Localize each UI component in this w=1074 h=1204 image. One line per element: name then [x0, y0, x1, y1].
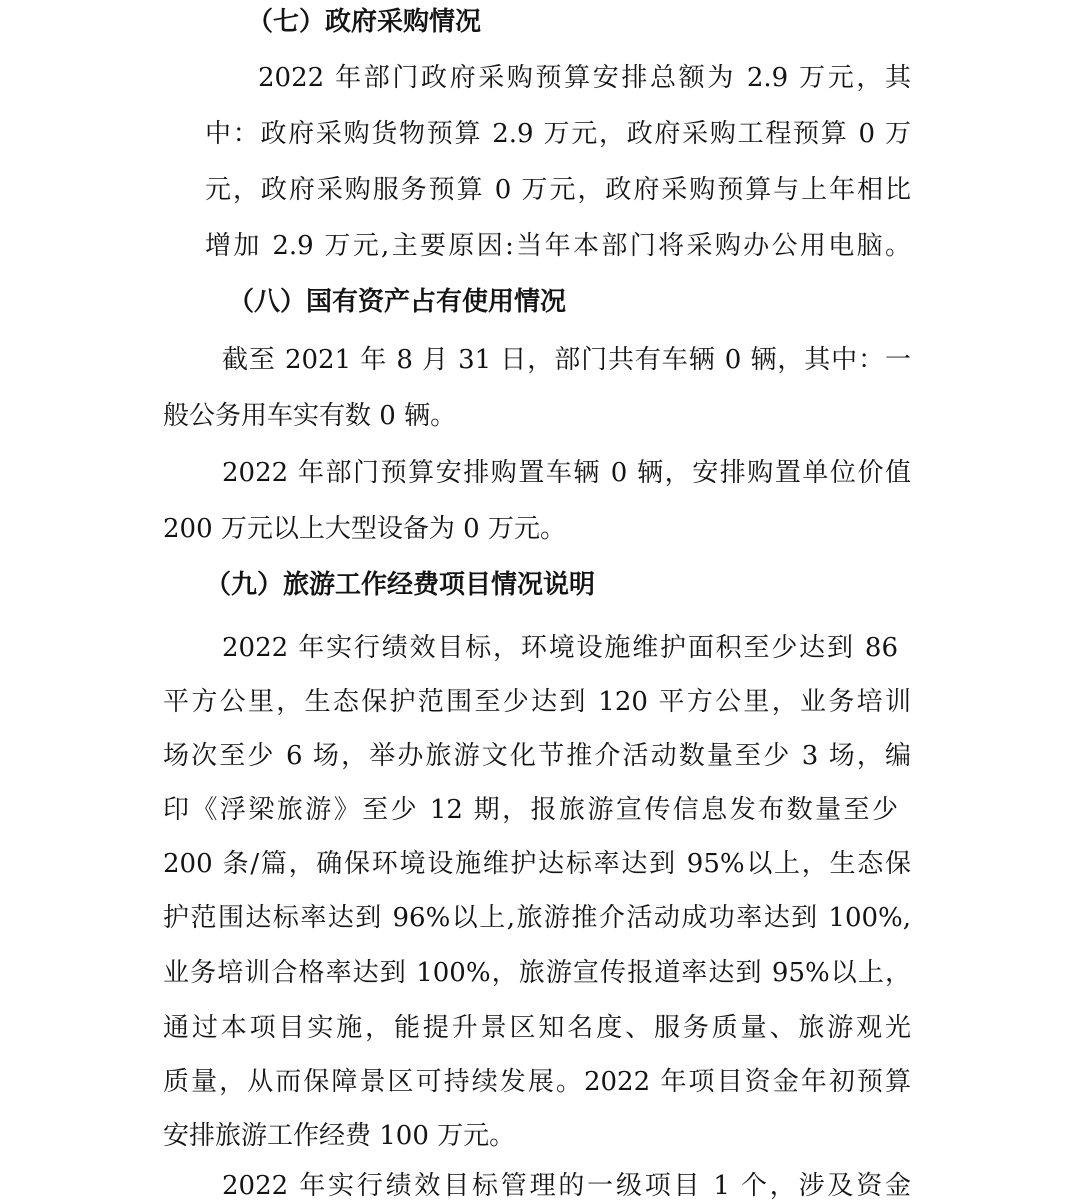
paragraph-line: 2022 年实行绩效目标，环境设施维护面积至少达到 86	[222, 633, 898, 663]
paragraph-line: 200 万元以上大型设备为 0 万元。	[163, 514, 566, 544]
paragraph-line: 印《浮梁旅游》至少 12 期，报旅游宣传信息发布数量至少	[163, 795, 898, 825]
paragraph-line: 平方公里，生态保护范围至少达到 120 平方公里，业务培训	[163, 687, 911, 717]
paragraph-line: 通过本项目实施，能提升景区知名度、服务质量、旅游观光	[163, 1013, 911, 1043]
section-heading-procurement: （七）政府采购情况	[247, 7, 482, 37]
paragraph-line: 截至 2021 年 8 月 31 日，部门共有车辆 0 辆，其中：一	[222, 345, 911, 375]
section-heading-state-assets: （八）国有资产占有使用情况	[228, 287, 567, 317]
section-heading-tourism-funds: （九）旅游工作经费项目情况说明	[205, 570, 596, 600]
paragraph-line: 增加 2.9 万元,主要原因:当年本部门将采购办公用电脑。	[205, 231, 911, 261]
paragraph-line: 2022 年实行绩效目标管理的一级项目 1 个，涉及资金	[222, 1171, 911, 1201]
paragraph-line: 业务培训合格率达到 100%，旅游宣传报道率达到 95%以上，	[163, 958, 911, 988]
paragraph-line: 安排旅游工作经费 100 万元。	[163, 1121, 516, 1151]
paragraph-line: 2022 年部门政府采购预算安排总额为 2.9 万元，其	[258, 63, 911, 93]
paragraph-line: 护范围达标率达到 96%以上,旅游推介活动成功率达到 100%,	[163, 903, 911, 933]
paragraph-line: 元，政府采购服务预算 0 万元，政府采购预算与上年相比	[205, 175, 911, 205]
paragraph-line: 2022 年部门预算安排购置车辆 0 辆，安排购置单位价值	[222, 458, 911, 488]
paragraph-line: 200 条/篇，确保环境设施维护达标率达到 95%以上，生态保	[163, 849, 911, 879]
paragraph-line: 场次至少 6 场，举办旅游文化节推介活动数量至少 3 场，编	[163, 741, 911, 771]
paragraph-line: 质量，从而保障景区可持续发展。2022 年项目资金年初预算	[163, 1067, 911, 1097]
paragraph-line: 中：政府采购货物预算 2.9 万元，政府采购工程预算 0 万	[205, 119, 911, 149]
paragraph-line: 般公务用车实有数 0 辆。	[163, 401, 457, 431]
